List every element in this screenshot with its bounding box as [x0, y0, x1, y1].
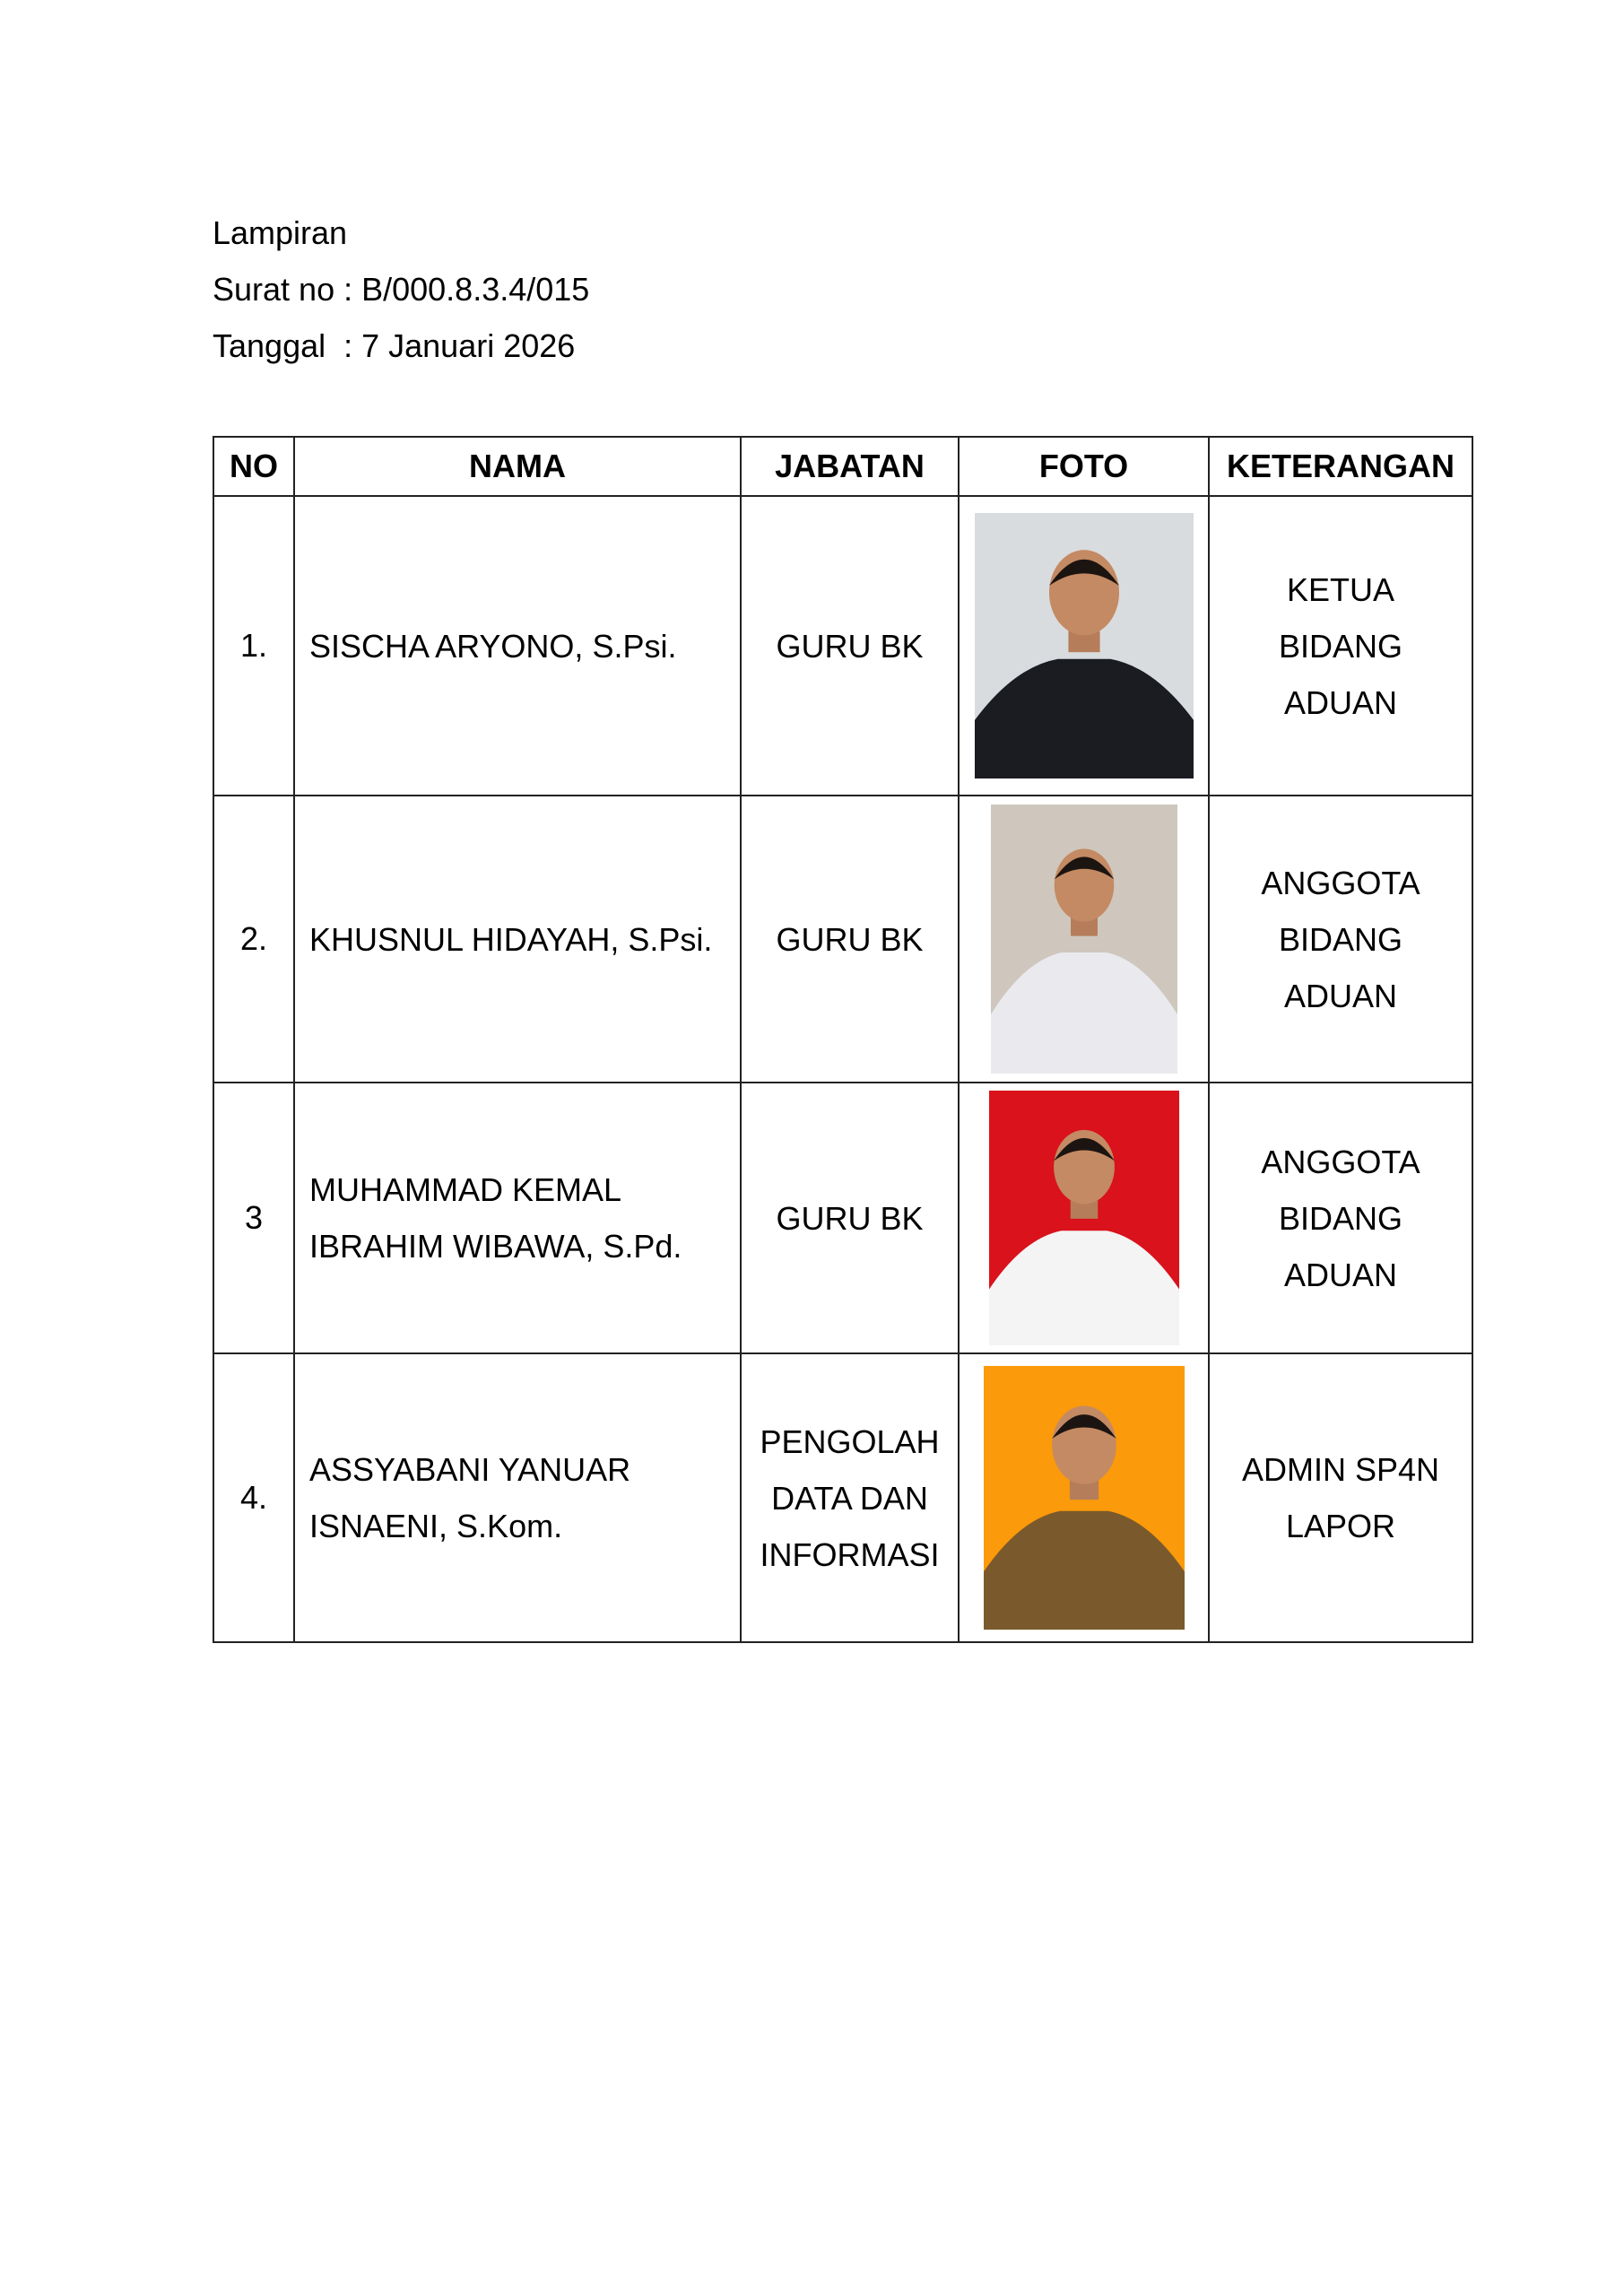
- letter-number: Surat no : B/000.8.3.4/015: [213, 271, 590, 308]
- nama-line: KHUSNUL HIDAYAH, S.Psi.: [309, 920, 713, 958]
- cell-nama: [294, 796, 741, 1083]
- person-photo: [991, 804, 1177, 1074]
- nama-line: SISCHA ARYONO, S.Psi.: [309, 627, 677, 665]
- cell-keterangan: [1209, 1083, 1472, 1353]
- cell-keterangan: [1209, 1353, 1472, 1642]
- jabatan-line: DATA DAN: [771, 1479, 928, 1517]
- table-row: [213, 796, 1472, 1083]
- cell-foto: [959, 1083, 1209, 1353]
- table-header-row: [213, 437, 1472, 496]
- nama-line: ISNAENI, S.Kom.: [309, 1508, 563, 1544]
- cell-no: 3: [213, 1083, 294, 1353]
- letter-date: Tanggal : 7 Januari 2026: [213, 327, 576, 364]
- cell-nama: [294, 1083, 741, 1353]
- nama-line: ASSYABANI YANUAR: [309, 1451, 631, 1488]
- keterangan-line: ANGGOTA: [1261, 864, 1420, 901]
- cell-keterangan: [1209, 496, 1472, 796]
- jabatan-line: GURU BK: [776, 920, 924, 958]
- cell-jabatan: [741, 496, 959, 796]
- document-header: [213, 204, 589, 374]
- keterangan-line: BIDANG: [1278, 920, 1403, 958]
- column-header-jabatan: JABATAN: [741, 437, 959, 496]
- table-row: [213, 496, 1472, 796]
- keterangan-line: BIDANG: [1278, 1199, 1403, 1237]
- cell-jabatan: [741, 1083, 959, 1353]
- person-photo: [984, 1366, 1185, 1630]
- cell-keterangan: [1209, 796, 1472, 1083]
- person-photo: [975, 513, 1194, 778]
- keterangan-line: ADUAN: [1283, 1256, 1398, 1293]
- keterangan-line: ADMIN SP4N: [1241, 1451, 1440, 1488]
- table-row: [213, 1083, 1472, 1353]
- column-header-foto: FOTO: [959, 437, 1209, 496]
- cell-jabatan: [741, 1353, 959, 1642]
- column-header-keterangan: KETERANGAN: [1209, 437, 1472, 496]
- keterangan-line: ANGGOTA: [1261, 1143, 1420, 1180]
- keterangan-line: ADUAN: [1283, 977, 1398, 1014]
- jabatan-line: GURU BK: [776, 627, 924, 665]
- personnel-table: [213, 436, 1473, 1643]
- keterangan-line: ADUAN: [1283, 683, 1398, 721]
- nama-line: IBRAHIM WIBAWA, S.Pd.: [309, 1228, 682, 1265]
- nama-line: MUHAMMAD KEMAL: [309, 1171, 622, 1208]
- column-header-no: NO: [213, 437, 294, 496]
- jabatan-line: GURU BK: [776, 1199, 924, 1237]
- keterangan-line: KETUA: [1286, 570, 1395, 608]
- cell-no: 1.: [213, 496, 294, 796]
- cell-nama: [294, 496, 741, 796]
- jabatan-line: INFORMASI: [760, 1535, 940, 1573]
- cell-no: 2.: [213, 796, 294, 1083]
- attachment-label: Lampiran: [213, 214, 348, 251]
- keterangan-line: BIDANG: [1278, 627, 1403, 665]
- cell-jabatan: [741, 796, 959, 1083]
- cell-nama: [294, 1353, 741, 1642]
- keterangan-line: LAPOR: [1285, 1508, 1396, 1544]
- column-header-nama: NAMA: [294, 437, 741, 496]
- cell-foto: [959, 496, 1209, 796]
- cell-foto: [959, 796, 1209, 1083]
- person-photo: [989, 1091, 1179, 1345]
- jabatan-line: PENGOLAH: [760, 1422, 940, 1460]
- cell-no: 4.: [213, 1353, 294, 1642]
- table-row: [213, 1353, 1472, 1642]
- cell-foto: [959, 1353, 1209, 1642]
